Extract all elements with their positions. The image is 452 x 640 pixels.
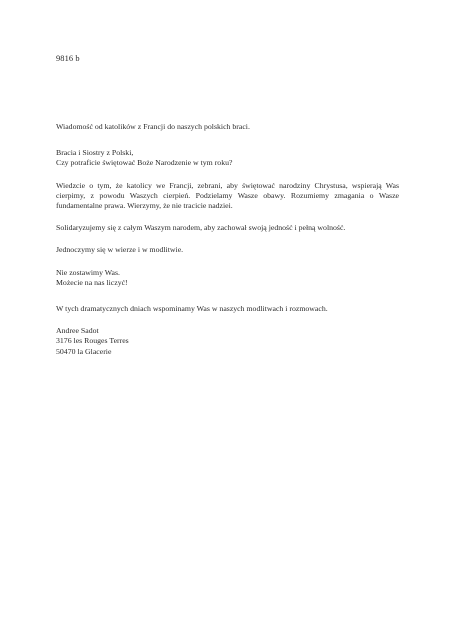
signature-street: 3176 les Rouges Terres [56, 336, 129, 346]
remembrance-paragraph [56, 304, 399, 314]
unity-text: Jednoczymy się w wierze i w modlitwie. [56, 245, 184, 255]
greeting-block [56, 148, 399, 168]
main-paragraph-line-2: cierpimy, z powodu Waszych cierpień. Podzielamy Wasze obawy. Rozumiemy zmagania o Wasze [56, 190, 399, 200]
main-paragraph-line-1: Wiedzcie o tym, że katolicy we Francji, zebrani, aby świętować narodziny Chrystusa, wspierają Was [56, 180, 399, 190]
assurance-block [56, 268, 399, 288]
greeting-salutation: Bracia i Siostry z Polski, [56, 148, 134, 158]
solidarity-text: Solidaryzujemy się z całym Waszym narodem, aby zachował swoją jedność i pełną wolność. [56, 223, 346, 233]
letter-body [56, 122, 399, 357]
main-paragraph [56, 181, 399, 212]
greeting-question: Czy potraficie świętować Boże Narodzenie w tym roku? [56, 158, 233, 168]
signature-block [56, 326, 399, 357]
assurance-line-1: Nie zostawimy Was. [56, 267, 120, 277]
signature-name: Andree Sadot [56, 326, 99, 336]
solidarity-paragraph [56, 223, 399, 233]
assurance-line-2: Możecie na nas liczyć! [56, 277, 128, 287]
unity-paragraph [56, 245, 399, 255]
letter-page [56, 0, 404, 640]
heading-line [56, 122, 399, 132]
heading-line-text: Wiadomość od katolików z Francji do naszych polskich braci. [56, 122, 250, 131]
document-reference-number: 9816 b [56, 54, 80, 63]
main-paragraph-line-3: fundamentalne prawa. Wierzymy, że nie tracicie nadziei. [56, 201, 233, 211]
signature-city: 50470 la Glacerie [56, 346, 112, 356]
remembrance-text: W tych dramatycznych dniach wspominamy Was w naszych modlitwach i rozmowach. [56, 304, 328, 314]
